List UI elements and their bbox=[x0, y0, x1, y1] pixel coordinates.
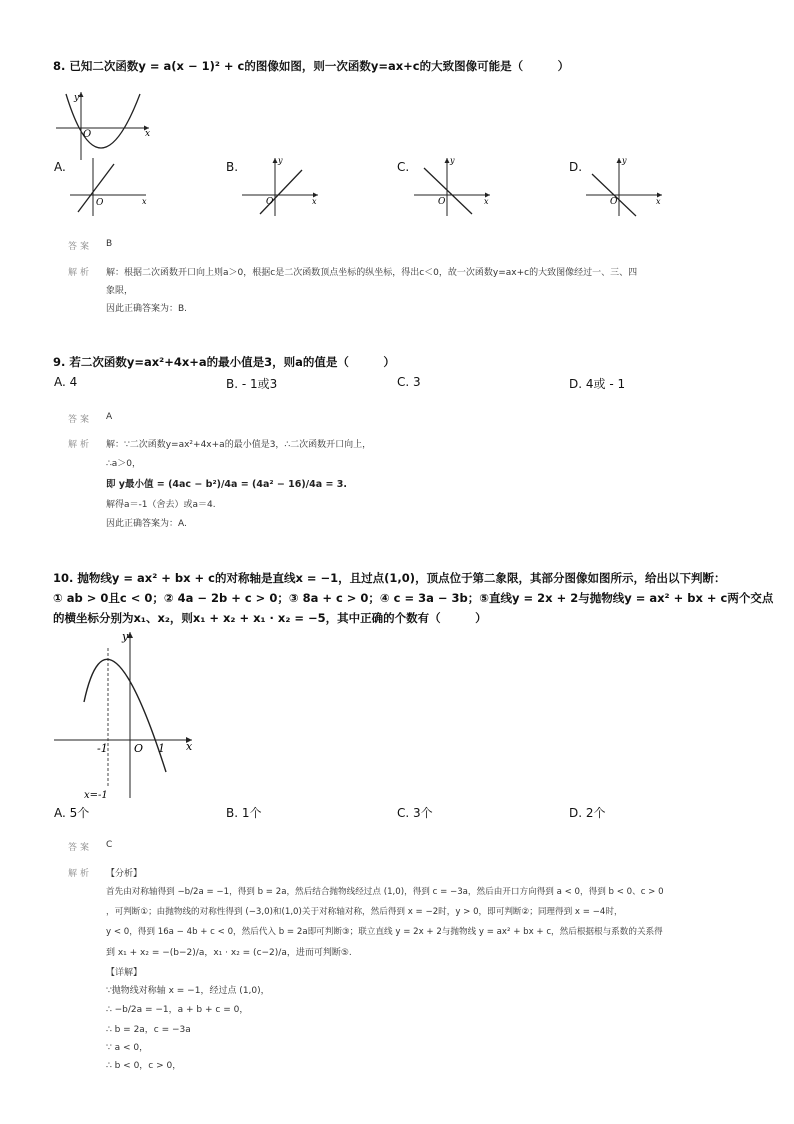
q8-origin-label: O bbox=[83, 129, 92, 140]
q10-x-label: x bbox=[186, 740, 193, 753]
q10-stem-line: 的横坐标分别为x₁、x₂，则x₁ + x₂ + x₁ · x₂ = −5，其中正确的个数有（ ） bbox=[53, 611, 487, 625]
q8-option-c[interactable]: C. bbox=[397, 160, 410, 174]
q10-answer: C bbox=[106, 840, 113, 850]
q10-y-label: y bbox=[122, 630, 129, 643]
q9-option-d[interactable]: D. 4或 - 1 bbox=[569, 377, 626, 391]
q10-stem-line: ① ab > 0且c < 0；② 4a − 2b + c > 0；③ 8a + c > 0；④ c = 3a − 3b；⑤直线y = 2x + 2与抛物线y = ax² + bx + c两个交点 bbox=[53, 591, 774, 605]
q9-analysis-line: ∴a＞0， bbox=[106, 459, 141, 469]
q10-analysis-line: ∴ b < 0，c > 0， bbox=[106, 1061, 182, 1071]
q8-analysis-line: 象限， bbox=[106, 286, 134, 296]
q8-analysis-line: 因此正确答案为：B. bbox=[106, 304, 188, 314]
q8-stem: 8. 已知二次函数y = a(x − 1)² + c的图像如图，则一次函数y=ax+c的大致图像可能是（ ） bbox=[53, 59, 570, 73]
q10-analysis-line: ∵抛物线对称轴 x = −1，经过点 (1,0)， bbox=[106, 986, 270, 996]
q8-analysis-line: 解：根据二次函数开口向上则a＞0，根据c是二次函数顶点坐标的纵坐标，得出c＜0，故一次函数y=ax+c的大致图像经过一、三、四 bbox=[106, 268, 638, 278]
q8-option-d-graph bbox=[582, 154, 666, 218]
q10-analysis-line: y < 0，得到 16a − 4b + c < 0，然后代入 b = 2a即可判断③；联立直线 y = 2x + 2与抛物线 y = ax² + bx + c，然后根据根与系数的关系得 bbox=[106, 927, 663, 937]
q10-option-b[interactable]: B. 1个 bbox=[226, 806, 262, 820]
q8d-origin-label: O bbox=[610, 197, 618, 207]
q8b-y-label: y bbox=[278, 156, 283, 165]
q10-analysis-line: ∴ b = 2a，c = −3a bbox=[106, 1025, 191, 1035]
q10-option-d[interactable]: D. 2个 bbox=[569, 806, 606, 820]
q10-analysis-line: ∵ a < 0， bbox=[106, 1043, 149, 1053]
q8-x-label: x bbox=[145, 129, 151, 139]
q8-option-b-graph bbox=[238, 154, 322, 218]
q10-neg-one-label: -1 bbox=[97, 742, 108, 755]
q8d-y-label: y bbox=[622, 156, 627, 165]
q8b-x-label: x bbox=[312, 197, 317, 206]
q10-analysis-line: 【详解】 bbox=[106, 968, 143, 978]
q9-analysis-line: 因此正确答案为：A. bbox=[106, 519, 187, 529]
q10-analysis-label: 解析 bbox=[68, 869, 93, 879]
q9-analysis-formula: 即 y最小值 = (4ac − b²)/4a = (4a² − 16)/4a = 3. bbox=[106, 479, 347, 490]
q10-stem-line: 10. 抛物线y = ax² + bx + c的对称轴是直线x = −1，且过点(1,0)，顶点位于第二象限，其部分图像如图所示，给出以下判断： bbox=[53, 571, 726, 585]
q10-one-label: 1 bbox=[158, 742, 165, 755]
q8b-origin-label: O bbox=[266, 197, 274, 207]
q8-answer: B bbox=[106, 239, 113, 249]
q10-analysis-line: 首先由对称轴得到 −b/2a = −1，得到 b = 2a，然后结合抛物线经过点 (1,0)，得到 c = −3a，然后由开口方向得到 a < 0，得到 b < 0、c > 0 bbox=[106, 887, 664, 897]
q8-option-a[interactable]: A. bbox=[54, 160, 66, 174]
q9-answer: A bbox=[106, 412, 113, 422]
q9-analysis-label: 解析 bbox=[68, 440, 93, 450]
q10-parabola-figure bbox=[52, 626, 202, 802]
q10-analysis-line: 【分析】 bbox=[106, 869, 143, 879]
q10-option-a[interactable]: A. 5个 bbox=[54, 806, 90, 820]
q8-option-c-graph bbox=[410, 154, 494, 218]
q10-analysis-line: ∴ −b/2a = −1，a + b + c = 0， bbox=[106, 1005, 249, 1015]
q9-option-a[interactable]: A. 4 bbox=[54, 375, 78, 389]
q8-parabola-figure bbox=[54, 90, 154, 162]
q10-origin-label: O bbox=[134, 742, 144, 755]
q8c-x-label: x bbox=[484, 197, 489, 206]
q8a-origin-label: O bbox=[96, 198, 104, 208]
q8-option-d[interactable]: D. bbox=[569, 160, 583, 174]
q8-option-a-graph bbox=[66, 154, 150, 218]
q10-analysis-line: 到 x₁ + x₂ = −(b−2)/a，x₁ · x₂ = (c−2)/a，进而可判断⑤. bbox=[106, 948, 352, 958]
q8d-x-label: x bbox=[656, 197, 661, 206]
q8c-y-label: y bbox=[450, 156, 455, 165]
q9-analysis-line: 解：∵二次函数y=ax²+4x+a的最小值是3，∴二次函数开口向上， bbox=[106, 440, 372, 450]
q9-answer-label: 答案 bbox=[68, 415, 93, 425]
q8-analysis-label: 解析 bbox=[68, 268, 93, 278]
q8a-x-label: x bbox=[142, 197, 147, 206]
q8-answer-label: 答案 bbox=[68, 242, 93, 252]
q8c-origin-label: O bbox=[438, 197, 446, 207]
q9-option-b[interactable]: B. - 1或3 bbox=[226, 377, 278, 391]
q10-option-c[interactable]: C. 3个 bbox=[397, 806, 433, 820]
q8-option-b[interactable]: B. bbox=[226, 160, 239, 174]
q10-analysis-line: ，可判断①；由抛物线的对称性得到 (−3,0)和(1,0)关于对称轴对称，然后得到 x = −2时，y > 0，即可判断②；同理得到 x = −4时， bbox=[106, 907, 623, 917]
q10-answer-label: 答案 bbox=[68, 843, 93, 853]
q9-analysis-line: 解得a＝-1（舍去）或a＝4. bbox=[106, 500, 216, 510]
q10-axis-label: x=-1 bbox=[84, 790, 108, 801]
q8-y-label: y bbox=[74, 93, 80, 103]
q9-stem: 9. 若二次函数y=ax²+4x+a的最小值是3，则a的值是（ ） bbox=[53, 355, 395, 369]
q9-option-c[interactable]: C. 3 bbox=[397, 375, 421, 389]
